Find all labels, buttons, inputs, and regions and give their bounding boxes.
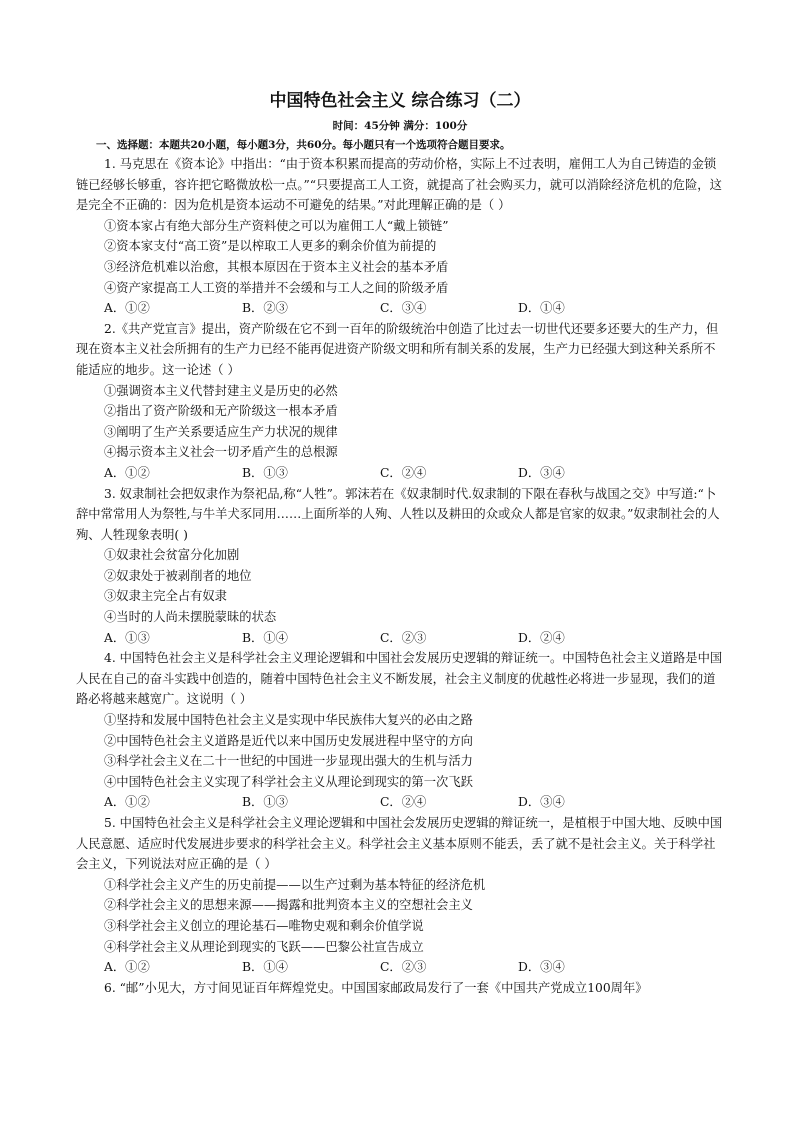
- answer-choice[interactable]: A．①②: [104, 795, 150, 810]
- question-option: ③经济危机难以治愈，其根本原因在于资本主义社会的基本矛盾: [104, 259, 449, 274]
- section-heading: 一、选择题：本题共20小题，每小题3分，共60分。每小题只有一个选项符合题目要求。: [96, 139, 511, 151]
- answer-choice[interactable]: A．①②: [104, 960, 150, 975]
- question-option: ①坚持和发展中国特色社会主义是实现中华民族伟大复兴的必由之路: [104, 713, 473, 728]
- answer-choice[interactable]: C．②③: [380, 960, 427, 975]
- answer-choice[interactable]: B．①④: [242, 960, 288, 975]
- exam-page: [76, 88, 724, 998]
- question-5: [76, 813, 724, 978]
- answer-choice[interactable]: A．①③: [104, 630, 150, 645]
- question-option: ②中国特色社会主义道路是近代以来中国历史发展进程中坚守的方向: [104, 733, 473, 748]
- answer-choice[interactable]: D．③④: [518, 795, 565, 810]
- question-option: ②奴隶处于被剥削者的地位: [104, 568, 252, 583]
- question-stem: 4. 中国特色社会主义是科学社会主义理论逻辑和中国社会发展历史逻辑的辩证统一。中国特色社会主义道路是中国人民在自己的奋斗实践中创造的，随着中国特色社会主义不断发展，社会主义制度的优越性必将进一步显现，我们的道路必将越来越宽广。这说明（ ）: [76, 651, 723, 707]
- exam-title: 中国特色社会主义 综合练习（二）: [269, 91, 531, 111]
- answer-choice[interactable]: D．②④: [518, 630, 565, 645]
- question-stem: 5. 中国特色社会主义是科学社会主义理论逻辑和中国社会发展历史逻辑的辩证统一，是植根于中国大地、反映中国人民意愿、适应时代发展进步要求的科学社会主义。科学社会主义基本原则不能丢，丢了就不是社会主义。关于科学社会主义，下列说法对应正确的是（ ）: [76, 816, 723, 872]
- question-option: ④科学社会主义从理论到现实的飞跃——巴黎公社宣告成立: [104, 939, 424, 954]
- answer-choices: [76, 957, 724, 978]
- question-stem: 2.《共产党宣言》提出，资产阶级在它不到一百年的阶级统治中创造了比过去一切世代还要多还要大的生产力，但现在资本主义社会所拥有的生产力已经不能再促进资产阶级文明和所有制关系的发展，生产力已经强大到这种关系所不能适应的地步。这一论述（ ）: [76, 321, 719, 377]
- question-4: [76, 648, 724, 813]
- answer-choice[interactable]: B．①③: [242, 795, 288, 810]
- answer-choice[interactable]: B．②③: [242, 301, 288, 316]
- question-option: ④揭示资本主义社会一切矛盾产生的总根源: [104, 445, 338, 460]
- question-2: [76, 319, 724, 484]
- answer-choice[interactable]: C．③④: [380, 301, 427, 316]
- answer-choice[interactable]: C．②④: [380, 465, 427, 480]
- question-option: ④当时的人尚未摆脱蒙昧的状态: [104, 610, 277, 625]
- question-option: ②资本家支付“高工资”是以榨取工人更多的剩余价值为前提的: [104, 239, 437, 254]
- question-option: ①强调资本主义代替封建主义是历史的必然: [104, 383, 338, 398]
- question-option: ③奴隶主完全占有奴隶: [104, 589, 227, 604]
- answer-choice[interactable]: D．③④: [518, 960, 565, 975]
- question-option: ②指出了资产阶级和无产阶级这一根本矛盾: [104, 404, 338, 419]
- answer-choice[interactable]: A．①②: [104, 465, 150, 480]
- answer-choices: [76, 628, 724, 649]
- question-6: [76, 978, 724, 999]
- question-stem: 1. 马克思在《资本论》中指出：“由于资本积累而提高的劳动价格，实际上不过表明，雇佣工人为自己铸造的金锁链已经够长够重，容许把它略微放松一点。”“只要提高工人工资，就提高了社会购买力，就可以消除经济危机的危险，这是完全不正确的：因为危机是资本运动不可避免的结果。”对此理解正确的是（ ）: [76, 157, 722, 213]
- answer-choice[interactable]: D．①④: [518, 301, 565, 316]
- question-option: ①科学社会主义产生的历史前提——以生产过剩为基本特征的经济危机: [104, 877, 486, 892]
- answer-choice[interactable]: B．①④: [242, 630, 288, 645]
- question-1: [76, 154, 724, 319]
- answer-choices: [76, 792, 724, 813]
- question-list: [76, 154, 724, 998]
- question-option: ③阐明了生产关系要适应生产力状况的规律: [104, 424, 338, 439]
- question-3: [76, 484, 724, 649]
- question-option: ④中国特色社会主义实现了科学社会主义从理论到现实的第一次飞跃: [104, 774, 473, 789]
- question-stem: 6. “邮”小见大，方寸间见证百年辉煌党史。中国国家邮政局发行了一套《中国共产党成立100周年》: [104, 980, 648, 995]
- question-option: ①资本家占有绝大部分生产资料使之可以为雇佣工人“戴上锁链”: [104, 218, 449, 233]
- question-option: ③科学社会主义创立的理论基石—唯物史观和剩余价值学说: [104, 918, 424, 933]
- answer-choice[interactable]: C．②④: [380, 795, 427, 810]
- answer-choices: [76, 463, 724, 484]
- answer-choice[interactable]: D．③④: [518, 465, 565, 480]
- exam-meta: 时间：45分钟 满分：100分: [332, 120, 468, 132]
- question-option: ②科学社会主义的思想来源——揭露和批判资本主义的空想社会主义: [104, 898, 473, 913]
- question-option: ①奴隶社会贫富分化加剧: [104, 548, 240, 563]
- question-stem: 3. 奴隶制社会把奴隶作为祭祀品,称“人牲”。郭沫若在《奴隶制时代.奴隶制的下限在春秋与战国之交》中写道:“卜辞中常常用人为祭牲,与牛羊犬豕同用……上面所举的人殉、人牲以及耕田的众或众人都是官家的奴隶。”奴隶制社会的人殉、人牲现象表明( ): [76, 486, 720, 542]
- question-option: ④资产家提高工人工资的举措并不会缓和与工人之间的阶级矛盾: [104, 280, 449, 295]
- answer-choice[interactable]: C．②③: [380, 630, 427, 645]
- question-option: ③科学社会主义在二十一世纪的中国进一步显现出强大的生机与活力: [104, 754, 473, 769]
- answer-choice[interactable]: A．①②: [104, 301, 150, 316]
- answer-choices: [76, 298, 724, 319]
- answer-choice[interactable]: B．①③: [242, 465, 288, 480]
